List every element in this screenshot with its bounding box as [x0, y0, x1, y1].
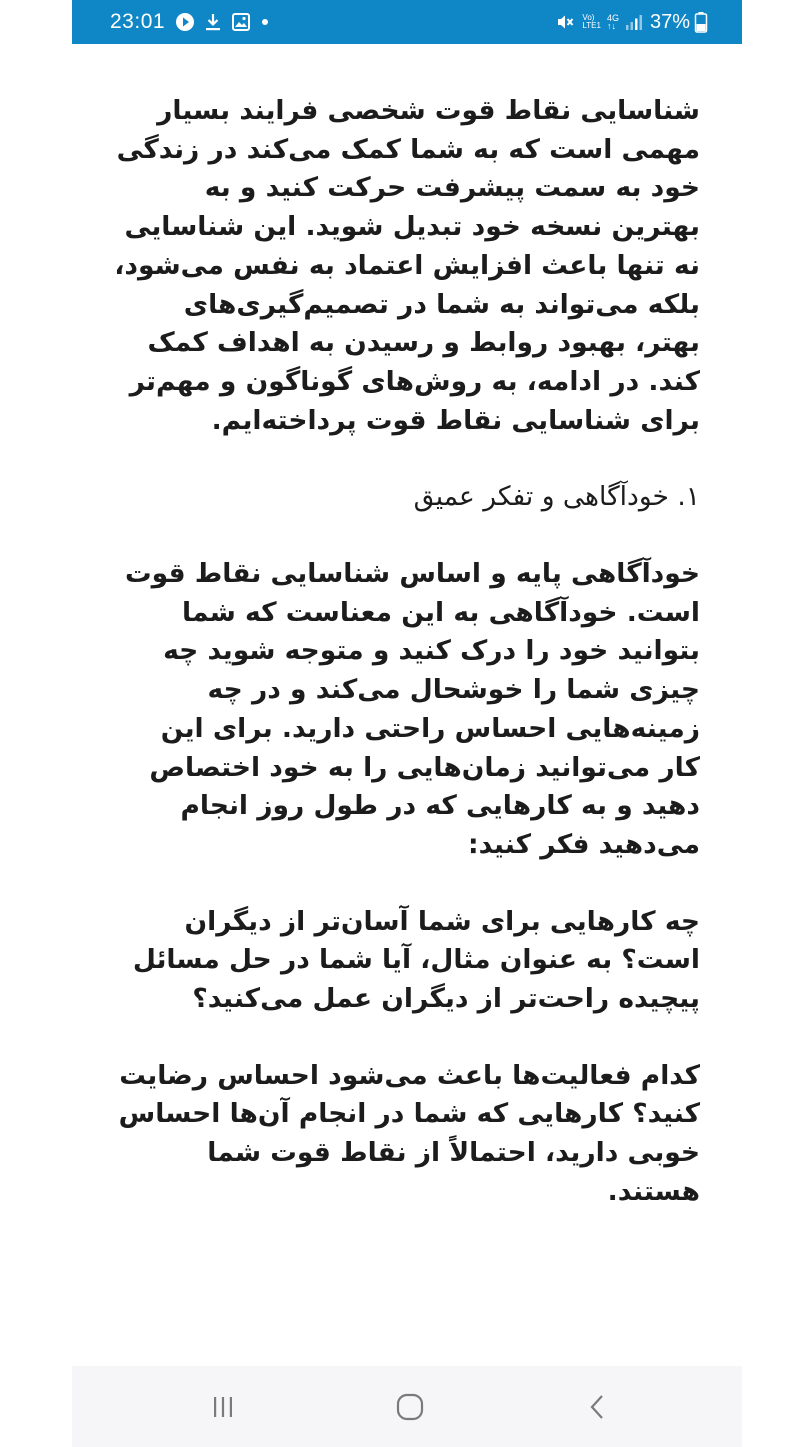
self-awareness-paragraph: خودآگاهی پایه و اساس شناسایی نقاط قوت است. خودآگاهی به این معناست که شما بتوانید خود را درک کنید و متوجه شوید چه چیزی شما را خوشحال می‌کند و در چه زمینه‌هایی احساس راحتی دارید. برای این کار می‌توانید زمان‌هایی را به خود اختصاص دهید و به کارهایی که در طول روز انجام می‌دهید فکر کنید:: [124, 558, 700, 860]
question-paragraph-2: کدام فعالیت‌ها باعث می‌شود احساس رضایت کنید؟ کارهایی که شما در انجام آن‌ها احساس خوبی دارید، احتمالاً از نقاط قوت شما هستند.: [118, 1059, 700, 1207]
navigation-bar: [72, 1366, 742, 1447]
signal-icon: [625, 13, 643, 31]
status-time: 23:01: [110, 10, 166, 33]
mute-icon: [555, 12, 575, 32]
paragraph-spacer: [112, 865, 700, 903]
status-left: [110, 0, 279, 44]
download-icon: [204, 12, 222, 32]
image-icon: [231, 12, 251, 32]
dot-icon: [260, 17, 270, 27]
recent-apps-button[interactable]: [183, 1366, 263, 1447]
network-4g-label: 4G ↑↓: [606, 13, 619, 31]
battery-percent: 37%: [649, 10, 690, 33]
paragraph-spacer: [112, 1019, 700, 1057]
home-button[interactable]: [370, 1366, 450, 1447]
network-volte-label: Vo) LTE1: [582, 13, 601, 30]
paragraph-spacer: [112, 440, 700, 478]
play-icon: [175, 12, 195, 32]
phone-screen: [72, 0, 742, 1447]
question-paragraph-1: چه کارهایی برای شما آسان‌تر از دیگران است؟ به عنوان مثال، آیا شما در حل مسائل پیچیده راحت‌تر از دیگران عمل می‌کنید؟: [132, 905, 700, 1015]
intro-paragraph: شناسایی نقاط قوت شخصی فرایند بسیار مهمی است که به شما کمک می‌کند در زندگی خود به سمت پیشرفت حرکت کنید و به بهترین نسخه خود تبدیل شوید. این شناسایی نه تنها باعث افزایش اعتماد به نفس می‌شود، بلکه می‌تواند به شما در تصمیم‌گیری‌های بهتر، بهبود روابط و رسیدن به اهداف کمک کند. در ادامه، به روش‌های گوناگون و مهم‌تر برای شناسایی نقاط قوت پرداخته‌ایم.: [114, 95, 700, 436]
home-icon: [393, 1390, 427, 1424]
paragraph-spacer: [112, 517, 700, 555]
battery-icon: [694, 11, 708, 33]
status-bar: [72, 0, 742, 44]
back-button[interactable]: [558, 1366, 638, 1447]
recent-apps-icon: [208, 1392, 238, 1422]
back-icon: [583, 1392, 613, 1422]
section-heading: ۱. خودآگاهی و تفکر عمیق: [413, 481, 700, 513]
status-right: [555, 0, 708, 44]
article-content: [112, 92, 700, 1354]
